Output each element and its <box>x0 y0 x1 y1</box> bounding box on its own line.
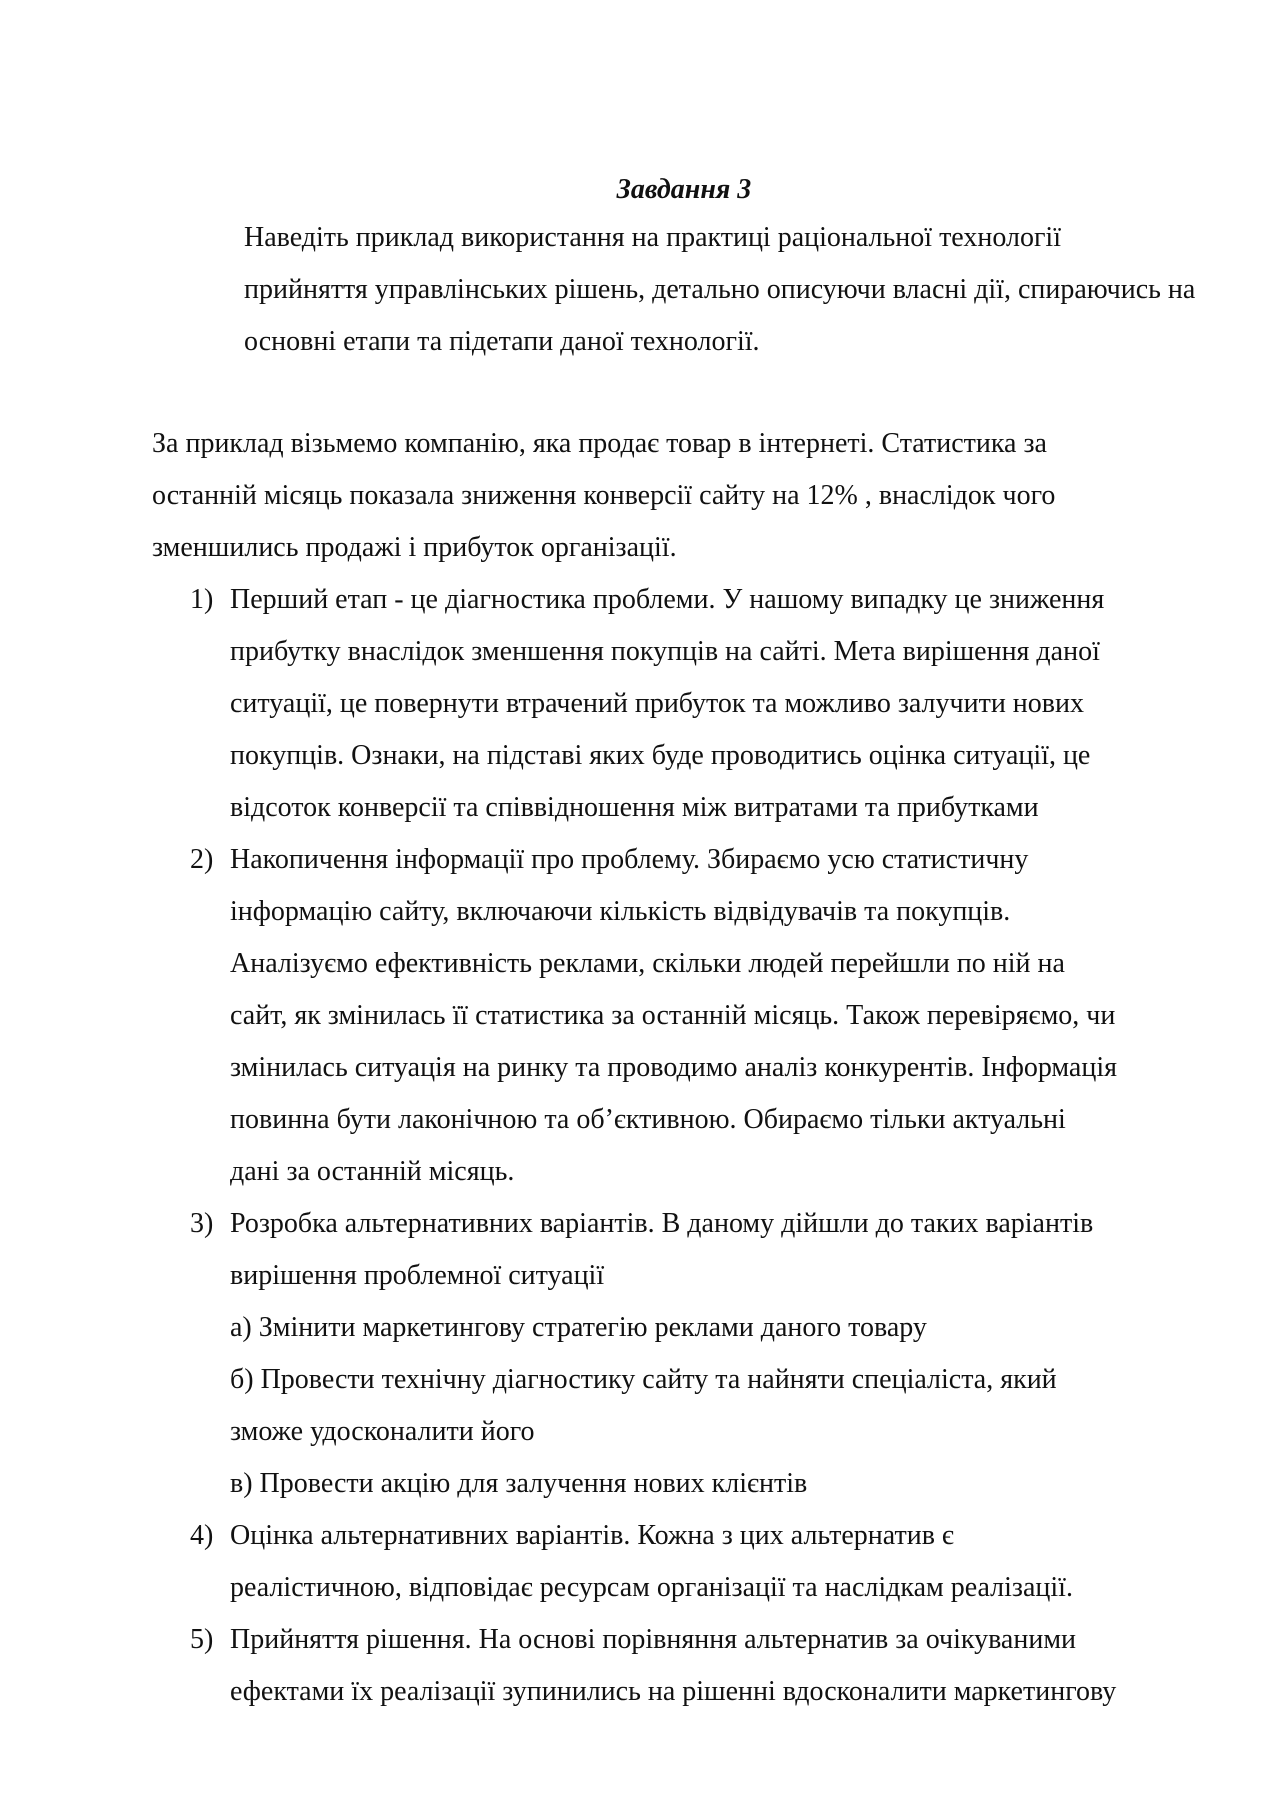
list-item-line: змінилась ситуація на ринку та проводимо аналіз конкурентів. Інформація <box>230 1052 1118 1083</box>
list-item-line: Розробка альтернативних варіантів. В даному дійшли до таких варіантів <box>230 1208 1094 1239</box>
list-item-line: прибутку внаслідок зменшення покупців на сайті. Мета вирішення даної <box>230 636 1100 667</box>
task-line: прийняття управлінських рішень, детально описуючи власні дії, спираючись на <box>244 274 1196 305</box>
intro-line: останній місяць показала зниження конверсії сайту на 12% , внаслідок чого <box>152 480 1056 511</box>
list-item-line: сайт, як змінилась її статистика за останній місяць. Також перевіряємо, чи <box>230 1000 1116 1031</box>
list-item <box>152 574 1202 834</box>
task-line: основні етапи та підетапи даної технології. <box>244 326 760 357</box>
list-item-number: 2) <box>190 844 214 875</box>
list-item-line: повинна бути лаконічною та об’єктивною. Обираємо тільки актуальні <box>230 1104 1066 1135</box>
list-item <box>152 1510 1202 1614</box>
list-item-line: Прийняття рішення. На основі порівняння альтернатив за очікуваними <box>230 1624 1077 1655</box>
list-item-number: 5) <box>190 1624 214 1655</box>
list-item-line: ситуації, це повернути втрачений прибуток та можливо залучити нових <box>230 688 1084 719</box>
intro-line: За приклад візьмемо компанію, яка продає товар в інтернеті. Статистика за <box>152 428 1047 459</box>
list-item <box>152 1614 1202 1718</box>
task-paragraph <box>152 212 1202 368</box>
steps-list <box>152 574 1202 1718</box>
list-item-line: відсоток конверсії та співвідношення між витратами та прибутками <box>230 792 1039 823</box>
sub-item-line: зможе удосконалити його <box>230 1416 535 1447</box>
list-item-line: Перший етап - це діагностика проблеми. У нашому випадку це зниження <box>230 584 1105 615</box>
task-line: Наведіть приклад використання на практиці раціональної технології <box>244 222 1061 253</box>
sub-item-line: а) Змінити маркетингову стратегію реклами даного товару <box>230 1312 927 1343</box>
list-item-line: Аналізуємо ефективність реклами, скільки людей перейшли по ній на <box>230 948 1065 979</box>
list-item-number: 4) <box>190 1520 214 1551</box>
list-item-line: ефектами їх реалізації зупинились на рішенні вдосконалити маркетингову <box>230 1676 1117 1707</box>
list-item-line: покупців. Ознаки, на підставі яких буде проводитись оцінка ситуації, це <box>230 740 1091 771</box>
list-item-line: реалістичною, відповідає ресурсам організації та наслідкам реалізації. <box>230 1572 1073 1603</box>
intro-paragraph <box>152 418 1202 574</box>
sub-item-line: в) Провести акцію для залучення нових клієнтів <box>230 1468 808 1499</box>
page-title: Завдання 3 <box>616 174 752 205</box>
list-item-line: Накопичення інформації про проблему. Збираємо усю статистичну <box>230 844 1029 875</box>
list-item-number: 1) <box>190 584 214 615</box>
intro-line: зменшились продажі і прибуток організації. <box>152 532 677 563</box>
list-item-number: 3) <box>190 1208 214 1239</box>
sub-item-line: б) Провести технічну діагностику сайту та найняти спеціаліста, який <box>230 1364 1057 1395</box>
list-item <box>152 1198 1202 1510</box>
list-item-line: Оцінка альтернативних варіантів. Кожна з цих альтернатив є <box>230 1520 954 1551</box>
list-item-line: вирішення проблемної ситуації <box>230 1260 605 1291</box>
list-item-line: інформацію сайту, включаючи кількість відвідувачів та покупців. <box>230 896 1011 927</box>
list-item-line: дані за останній місяць. <box>230 1156 515 1187</box>
list-item <box>152 834 1202 1198</box>
